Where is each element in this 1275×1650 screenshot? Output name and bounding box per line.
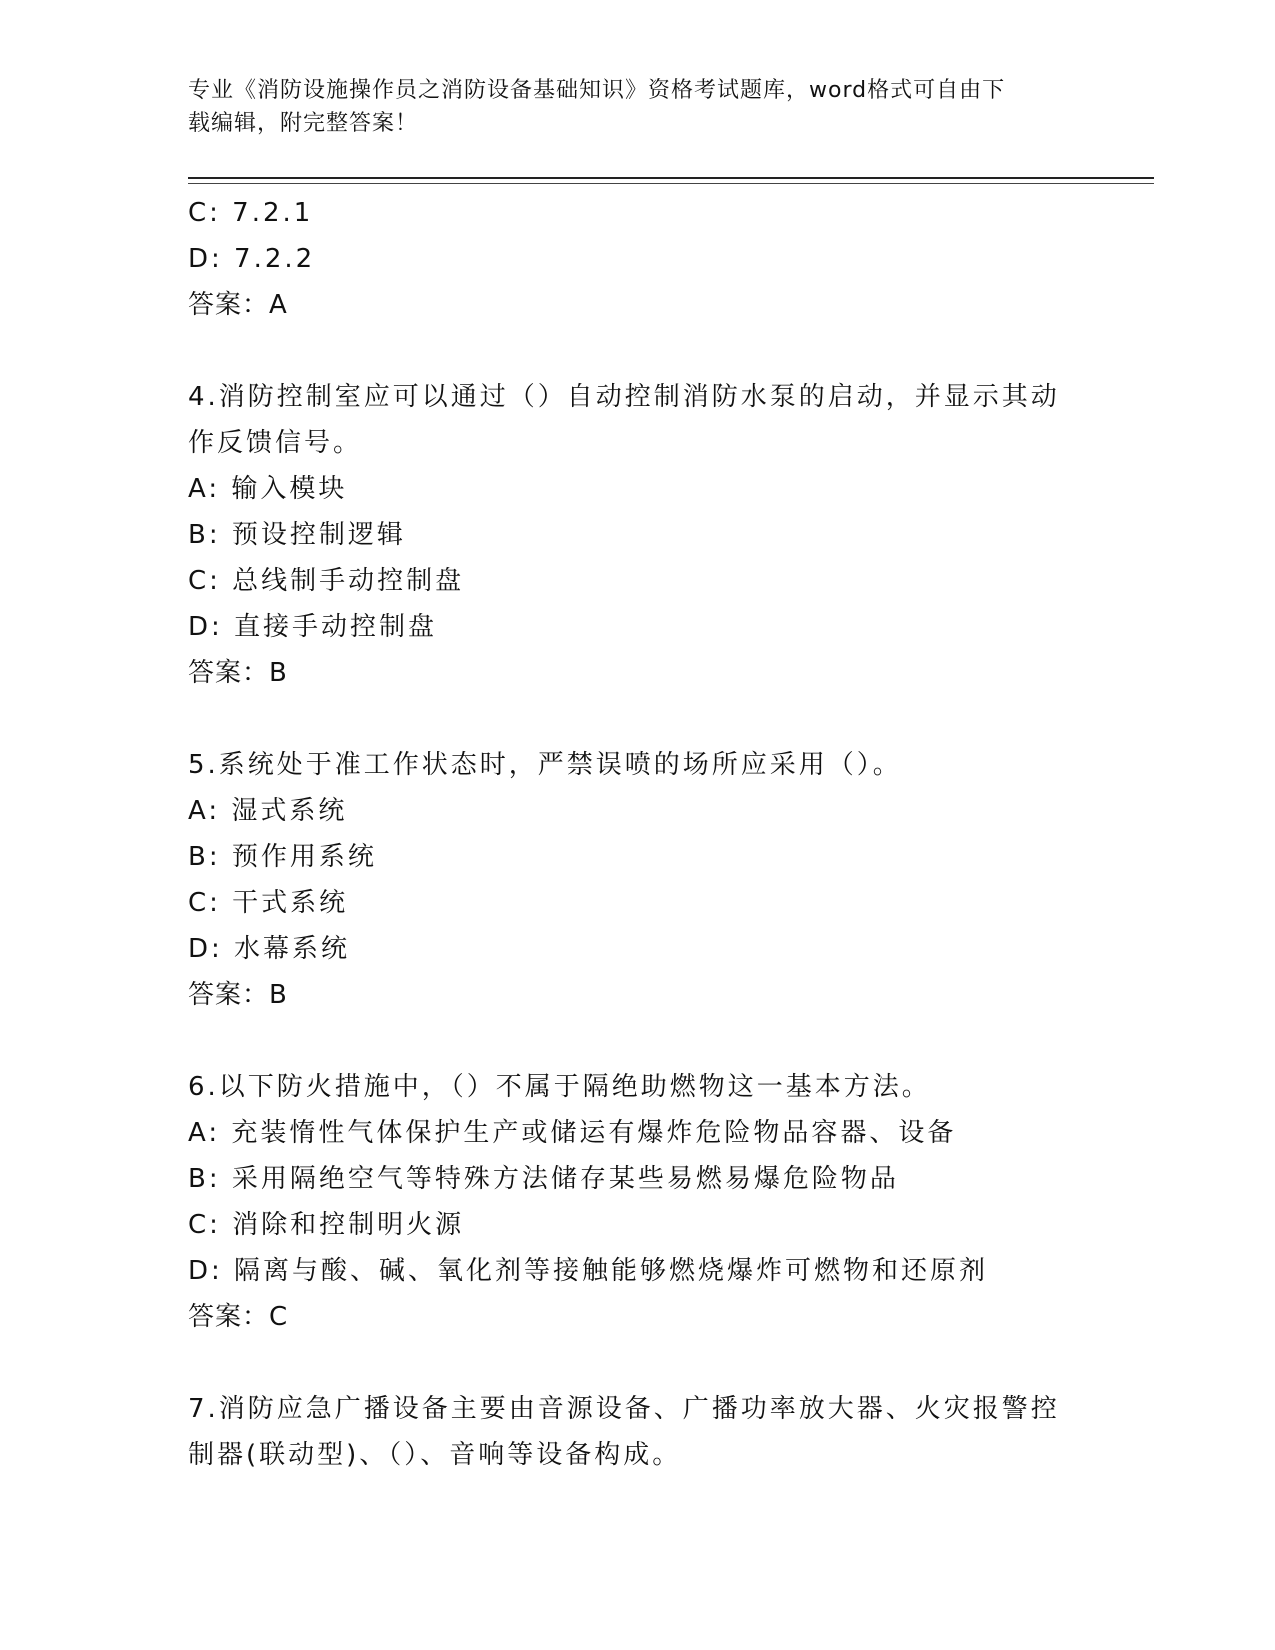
spacer [188,696,1088,742]
option-a: A: 充装惰性气体保护生产或储运有爆炸危险物品容器、设备 [188,1118,957,1148]
question-4 [188,374,1088,696]
header-line-2: 载编辑，附完整答案！ [188,111,419,136]
document-header [188,74,1068,140]
option-d: D: 7.2.2 [188,244,316,274]
question-stem-line-2: 制器(联动型)、（）、音响等设备构成。 [188,1440,682,1470]
question-6 [188,1064,1088,1340]
option-b: B: 预作用系统 [188,842,377,872]
spacer [188,1018,1088,1064]
option-a: A: 输入模块 [188,474,348,504]
answer-line: 答案：B [188,658,288,688]
question-list [188,190,1088,1478]
option-c: C: 7.2.1 [188,198,314,228]
question-3-continued [188,190,1088,328]
option-c: C: 总线制手动控制盘 [188,566,465,596]
option-c: C: 消除和控制明火源 [188,1210,465,1240]
question-7 [188,1386,1088,1478]
spacer [188,1340,1088,1386]
question-stem-line-1: 5.系统处于准工作状态时，严禁误喷的场所应采用（）。 [188,750,902,780]
question-5 [188,742,1088,1018]
option-d: D: 水幕系统 [188,934,351,964]
question-stem [188,742,1068,788]
header-divider-thick [188,177,1154,179]
option-b: B: 采用隔绝空气等特殊方法储存某些易燃易爆危险物品 [188,1164,899,1194]
header-line-1: 专业《消防设施操作员之消防设备基础知识》资格考试题库，word格式可自由下 [188,78,1006,103]
answer-line: 答案：B [188,980,288,1010]
question-stem-line-1: 7.消防应急广播设备主要由音源设备、广播功率放大器、火灾报警控 [188,1394,1060,1424]
answer-line: 答案：C [188,1302,289,1332]
question-stem [188,1386,1068,1478]
spacer [188,328,1088,374]
question-stem-line-2: 作反馈信号。 [188,428,363,458]
question-stem-line-1: 4.消防控制室应可以通过（）自动控制消防水泵的启动，并显示其动 [188,382,1060,412]
option-b: B: 预设控制逻辑 [188,520,406,550]
header-divider-thin [188,183,1154,184]
option-c: C: 干式系统 [188,888,349,918]
option-a: A: 湿式系统 [188,796,348,826]
answer-line: 答案：A [188,290,288,320]
question-stem [188,374,1068,466]
option-d: D: 隔离与酸、碱、氧化剂等接触能够燃烧爆炸可燃物和还原剂 [188,1256,989,1286]
option-d: D: 直接手动控制盘 [188,612,438,642]
question-stem-line-1: 6.以下防火措施中，（）不属于隔绝助燃物这一基本方法。 [188,1072,931,1102]
question-stem [188,1064,1068,1110]
